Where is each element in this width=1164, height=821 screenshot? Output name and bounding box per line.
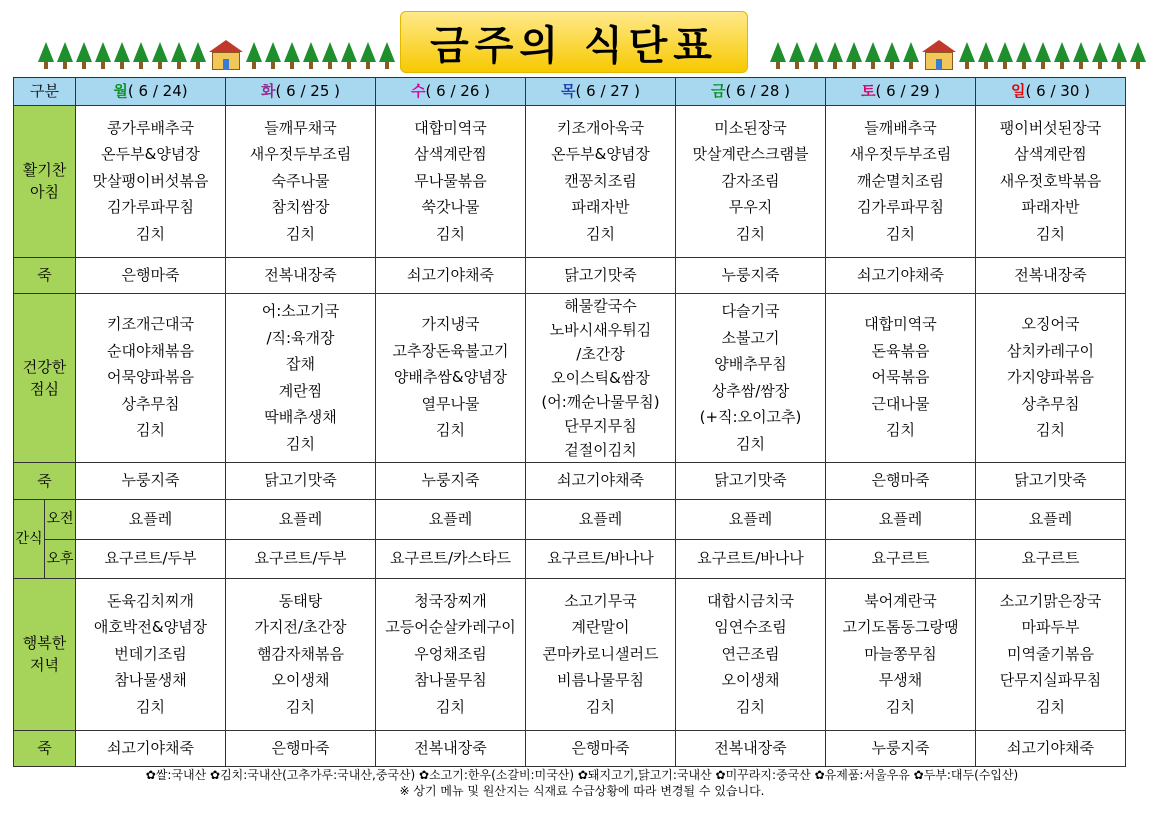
day-header [976, 78, 1126, 106]
menu-item: 계란말이 [571, 618, 630, 637]
day-date: ( 6 / 25 ) [275, 82, 340, 100]
menu-item: 캔꽁치조림 [564, 171, 637, 190]
tree-icon [1130, 42, 1146, 62]
house-icon [209, 40, 243, 70]
menu-item: 대합미역국 [864, 315, 937, 334]
menu-item: 파래자반 [571, 198, 630, 217]
snack-am-label: 오전 [45, 499, 76, 539]
tree-icon [265, 42, 281, 62]
menu-item: 대합시금치국 [707, 591, 794, 610]
dinner-row [14, 578, 1126, 730]
tree-icon [959, 42, 975, 62]
menu-item: 연근조림 [721, 644, 780, 663]
tree-icon [57, 42, 73, 62]
tree-icon [865, 42, 881, 62]
menu-item: 애호박전&양념장 [93, 618, 208, 637]
menu-item: 오이스틱&쌈장 [551, 368, 650, 387]
menu-item: 김치 [586, 697, 615, 716]
day-header [376, 78, 526, 106]
menu-item: 가지전/초간장 [254, 618, 347, 637]
menu-item: 고등어순살카레구이 [385, 618, 516, 637]
tree-icon [38, 42, 54, 62]
tree-icon [379, 42, 395, 62]
porridge-cell: 누룽지죽 [76, 462, 226, 499]
tree-icon [1054, 42, 1070, 62]
menu-item: 마파두부 [1021, 618, 1080, 637]
snack-cell: 요플레 [226, 499, 376, 539]
snack-pm-row [14, 539, 1126, 578]
porridge-cell: 전복내장죽 [976, 257, 1126, 293]
tree-icon [322, 42, 338, 62]
menu-item: 계란찜 [278, 381, 323, 400]
menu-item: 새우젓두부조림 [249, 145, 352, 164]
menu-item: 감자조림 [721, 171, 780, 190]
porridge-cell: 쇠고기야채죽 [976, 730, 1126, 766]
menu-item: 김치 [736, 434, 765, 453]
menu-item: 맛살팽이버섯볶음 [92, 171, 209, 190]
menu-item: 파래자반 [1021, 198, 1080, 217]
menu-item: 김치 [1036, 421, 1065, 440]
menu-item: 참나물무침 [414, 671, 487, 690]
menu-item: 오이생채 [721, 671, 780, 690]
menu-cell [226, 578, 376, 730]
menu-cell [376, 293, 526, 462]
menu-item: 소고기무국 [564, 591, 637, 610]
menu-item: 근대나물 [871, 394, 930, 413]
menu-item: 김치 [1036, 224, 1065, 243]
tree-icon [903, 42, 919, 62]
dinner-label: 행복한 저녁 [14, 578, 76, 730]
tree-icon [1111, 42, 1127, 62]
menu-item: 돈육볶음 [871, 341, 930, 360]
porridge-row [14, 730, 1126, 766]
lunch-label: 건강한 점심 [14, 293, 76, 462]
day-date: ( 6 / 28 ) [725, 82, 790, 100]
snack-pm-label: 오후 [45, 539, 76, 578]
day-date: ( 6 / 30 ) [1025, 82, 1090, 100]
menu-item: 소고기맑은장국 [999, 591, 1102, 610]
porridge-cell: 닭고기맛죽 [976, 462, 1126, 499]
day-header [226, 78, 376, 106]
menu-cell [76, 578, 226, 730]
tree-decoration-right [770, 38, 1146, 70]
tree-icon [1092, 42, 1108, 62]
menu-item: 상추쌈/쌈장 [711, 381, 790, 400]
porridge-row [14, 257, 1126, 293]
breakfast-label: 활기찬 아침 [14, 105, 76, 257]
menu-item: 새우젓호박볶음 [999, 171, 1102, 190]
menu-item: 들깨무채국 [264, 118, 337, 137]
porridge-cell: 쇠고기야채죽 [826, 257, 976, 293]
tree-icon [114, 42, 130, 62]
day-name: 월 [113, 82, 128, 100]
menu-item: 새우젓두부조림 [849, 145, 952, 164]
tree-icon [341, 42, 357, 62]
menu-item: 무우지 [728, 198, 773, 217]
snack-am-row [14, 499, 1126, 539]
tree-icon [827, 42, 843, 62]
day-date: ( 6 / 26 ) [425, 82, 490, 100]
day-name: 화 [261, 82, 276, 100]
menu-item: 단무지실파무침 [999, 671, 1102, 690]
menu-item: (어:깨순나물무침) [541, 392, 660, 411]
snack-cell: 요플레 [76, 499, 226, 539]
porridge-cell: 전복내장죽 [376, 730, 526, 766]
menu-cell [676, 578, 826, 730]
porridge-cell: 닭고기맛죽 [526, 257, 676, 293]
menu-cell [976, 293, 1126, 462]
breakfast-row [14, 105, 1126, 257]
snack-cell: 요구르트/두부 [226, 539, 376, 578]
tree-icon [978, 42, 994, 62]
tree-icon [190, 42, 206, 62]
porridge-cell: 누룽지죽 [376, 462, 526, 499]
menu-item: /초간장 [576, 344, 625, 363]
tree-icon [1016, 42, 1032, 62]
page-title-text: 금주의 식단표 [430, 22, 718, 69]
menu-item: 대합미역국 [414, 118, 487, 137]
menu-item: 상추무침 [1021, 394, 1080, 413]
menu-item: 북어계란국 [864, 591, 937, 610]
porridge-cell: 은행마죽 [826, 462, 976, 499]
snack-cell: 요구르트 [826, 539, 976, 578]
porridge-cell: 쇠고기야채죽 [376, 257, 526, 293]
menu-item: 상추무침 [121, 394, 180, 413]
menu-item: 키조개아욱국 [557, 118, 644, 137]
menu-item: 해물칼국수 [564, 296, 637, 315]
menu-item: 쑥갓나물 [421, 198, 480, 217]
menu-item: 양배추쌈&양념장 [393, 368, 508, 387]
menu-item: (+직:오이고추) [699, 408, 802, 426]
menu-item: 비름나물무침 [557, 671, 644, 690]
day-header [676, 78, 826, 106]
snack-cell: 요플레 [526, 499, 676, 539]
menu-item: 가지냉국 [421, 315, 480, 334]
porridge-cell: 은행마죽 [226, 730, 376, 766]
tree-icon [884, 42, 900, 62]
porridge-cell: 쇠고기야채죽 [526, 462, 676, 499]
menu-item: 김치 [286, 697, 315, 716]
house-icon [922, 40, 956, 70]
day-header [76, 78, 226, 106]
tree-icon [770, 42, 786, 62]
day-name: 수 [411, 82, 426, 100]
menu-item: 김치 [136, 697, 165, 716]
menu-item: 딱배추생채 [264, 408, 337, 426]
tree-icon [997, 42, 1013, 62]
menu-cell [526, 105, 676, 257]
porridge-cell: 쇠고기야채죽 [76, 730, 226, 766]
menu-item: 참나물생채 [114, 671, 187, 690]
tree-icon [133, 42, 149, 62]
porridge-cell: 누룽지죽 [826, 730, 976, 766]
day-header [526, 78, 676, 106]
porridge-cell: 전복내장죽 [676, 730, 826, 766]
day-date: ( 6 / 24) [127, 82, 188, 100]
menu-item: 깨순멸치조림 [857, 171, 944, 190]
menu-cell [376, 578, 526, 730]
porridge-cell: 닭고기맛죽 [676, 462, 826, 499]
menu-item: 오이생채 [271, 671, 330, 690]
menu-cell [976, 578, 1126, 730]
tree-icon [246, 42, 262, 62]
menu-item: 김치 [136, 421, 165, 440]
menu-item: 돈육김치찌개 [107, 591, 194, 610]
menu-item: 김치 [286, 224, 315, 243]
day-name: 목 [561, 82, 576, 100]
snack-cell: 요플레 [376, 499, 526, 539]
menu-item: 김치 [736, 224, 765, 243]
tree-icon [1035, 42, 1051, 62]
porridge-cell: 은행마죽 [76, 257, 226, 293]
snack-cell: 요구르트/바나나 [526, 539, 676, 578]
menu-item: 고추장돈육불고기 [392, 341, 509, 360]
tree-decoration-left [38, 38, 395, 70]
menu-cell [226, 293, 376, 462]
tree-icon [789, 42, 805, 62]
menu-item: 고기도톰동그랑땡 [842, 618, 959, 637]
menu-cell [376, 105, 526, 257]
menu-item: 콩가루배추국 [107, 118, 194, 137]
menu-item: 어묵양파볶음 [107, 368, 194, 387]
day-name: 토 [861, 82, 876, 100]
porridge-label: 죽 [14, 257, 76, 293]
menu-item: /직:육개장 [266, 328, 335, 347]
tree-icon [171, 42, 187, 62]
change-notice: ※ 상기 메뉴 및 원산지는 식재료 수급상황에 따라 변경될 수 있습니다. [399, 784, 765, 798]
snack-cell: 요구르트/두부 [76, 539, 226, 578]
menu-item: 청국장찌개 [414, 591, 487, 610]
tree-icon [76, 42, 92, 62]
menu-item: 온두부&양념장 [101, 145, 200, 164]
menu-item: 가지양파볶음 [1007, 368, 1094, 387]
menu-item: 김치 [286, 434, 315, 453]
snack-cell: 요구르트/바나나 [676, 539, 826, 578]
menu-item: 삼색계란찜 [414, 145, 487, 164]
menu-item: 무생채 [878, 671, 923, 690]
menu-item: 동태탕 [278, 591, 323, 610]
menu-item: 노바시새우튀김 [549, 320, 652, 339]
porridge-label: 죽 [14, 730, 76, 766]
menu-item: 콘마카로니샐러드 [542, 644, 659, 663]
menu-cell [676, 293, 826, 462]
menu-cell [76, 293, 226, 462]
menu-item: 김치 [436, 224, 465, 243]
menu-item: 키조개근대국 [107, 315, 194, 334]
menu-item: 삼치카레구이 [1007, 341, 1094, 360]
menu-table [13, 77, 1126, 767]
tree-icon [152, 42, 168, 62]
menu-item: 어:소고기국 [261, 302, 340, 320]
tree-icon [95, 42, 111, 62]
menu-cell [976, 105, 1126, 257]
menu-item: 참치쌈장 [271, 198, 330, 217]
lunch-row [14, 293, 1126, 462]
tree-icon [1073, 42, 1089, 62]
day-header [826, 78, 976, 106]
porridge-cell: 닭고기맛죽 [226, 462, 376, 499]
menu-item: 김치 [436, 697, 465, 716]
menu-item: 마늘쫑무침 [864, 644, 937, 663]
menu-cell [826, 293, 976, 462]
snack-cell: 요구르트/카스타드 [376, 539, 526, 578]
day-name: 일 [1011, 82, 1026, 100]
porridge-cell: 누룽지죽 [676, 257, 826, 293]
menu-cell [676, 105, 826, 257]
tree-icon [846, 42, 862, 62]
day-date: ( 6 / 29 ) [875, 82, 940, 100]
origin-note: ✿쌀:국내산 ✿김치:국내산(고추가루:국내산,중국산) ✿소고기:한우(소갈비:미국산) ✿돼지고기,닭고기:국내산 ✿미꾸라지:중국산 ✿유제품:서울우유 ✿두부:대두(수입산) [145, 768, 1019, 782]
menu-cell [526, 293, 676, 462]
snack-cell: 요플레 [976, 499, 1126, 539]
tree-icon [808, 42, 824, 62]
menu-item: 미소된장국 [714, 118, 787, 137]
porridge-label: 죽 [14, 462, 76, 499]
menu-item: 삼색계란찜 [1014, 145, 1087, 164]
menu-item: 어묵볶음 [871, 368, 930, 387]
day-date: ( 6 / 27 ) [575, 82, 640, 100]
menu-cell [76, 105, 226, 257]
menu-item: 김가루파무침 [857, 198, 944, 217]
menu-item: 숙주나물 [271, 171, 330, 190]
snack-cell: 요구르트 [976, 539, 1126, 578]
menu-item: 미역줄기볶음 [1007, 644, 1094, 663]
menu-item: 온두부&양념장 [551, 145, 650, 164]
menu-cell [526, 578, 676, 730]
menu-item: 소불고기 [721, 328, 780, 347]
menu-item: 김치 [736, 697, 765, 716]
menu-item: 단무지무침 [564, 416, 637, 435]
menu-item: 맛살계란스크램블 [692, 145, 809, 164]
day-name: 금 [711, 82, 726, 100]
porridge-cell: 전복내장죽 [226, 257, 376, 293]
menu-cell [826, 105, 976, 257]
porridge-row [14, 462, 1126, 499]
menu-item: 번데기조림 [114, 644, 187, 663]
page-title [400, 11, 748, 73]
menu-item: 김치 [1036, 697, 1065, 716]
menu-item: 열무나물 [421, 394, 480, 413]
menu-item: 무나물볶음 [414, 171, 487, 190]
menu-item: 들깨배추국 [864, 118, 937, 137]
menu-item: 김치 [436, 421, 465, 440]
menu-item: 양배추무침 [714, 355, 787, 373]
menu-item: 임연수조림 [714, 618, 787, 637]
menu-item: 김치 [886, 697, 915, 716]
snack-cell: 요플레 [826, 499, 976, 539]
menu-cell [226, 105, 376, 257]
menu-cell [826, 578, 976, 730]
menu-item: 팽이버섯된장국 [999, 118, 1102, 137]
tree-icon [284, 42, 300, 62]
menu-item: 김치 [886, 421, 915, 440]
menu-item: 김가루파무침 [107, 198, 194, 217]
tree-icon [303, 42, 319, 62]
menu-item: 잡채 [286, 355, 315, 373]
menu-item: 햄감자채볶음 [257, 644, 344, 663]
menu-item: 김치 [586, 224, 615, 243]
menu-item: 김치 [136, 224, 165, 243]
tree-icon [360, 42, 376, 62]
porridge-cell: 은행마죽 [526, 730, 676, 766]
menu-item: 김치 [886, 224, 915, 243]
snack-label: 간식 [14, 499, 45, 578]
menu-item: 순대야채볶음 [107, 341, 194, 360]
menu-item: 우엉채조림 [414, 644, 487, 663]
menu-item: 오징어국 [1021, 315, 1080, 334]
menu-item: 다슬기국 [721, 302, 780, 320]
header-label: 구분 [14, 78, 76, 106]
menu-item: 겉절이김치 [564, 440, 637, 459]
snack-cell: 요플레 [676, 499, 826, 539]
header-row [14, 78, 1126, 106]
